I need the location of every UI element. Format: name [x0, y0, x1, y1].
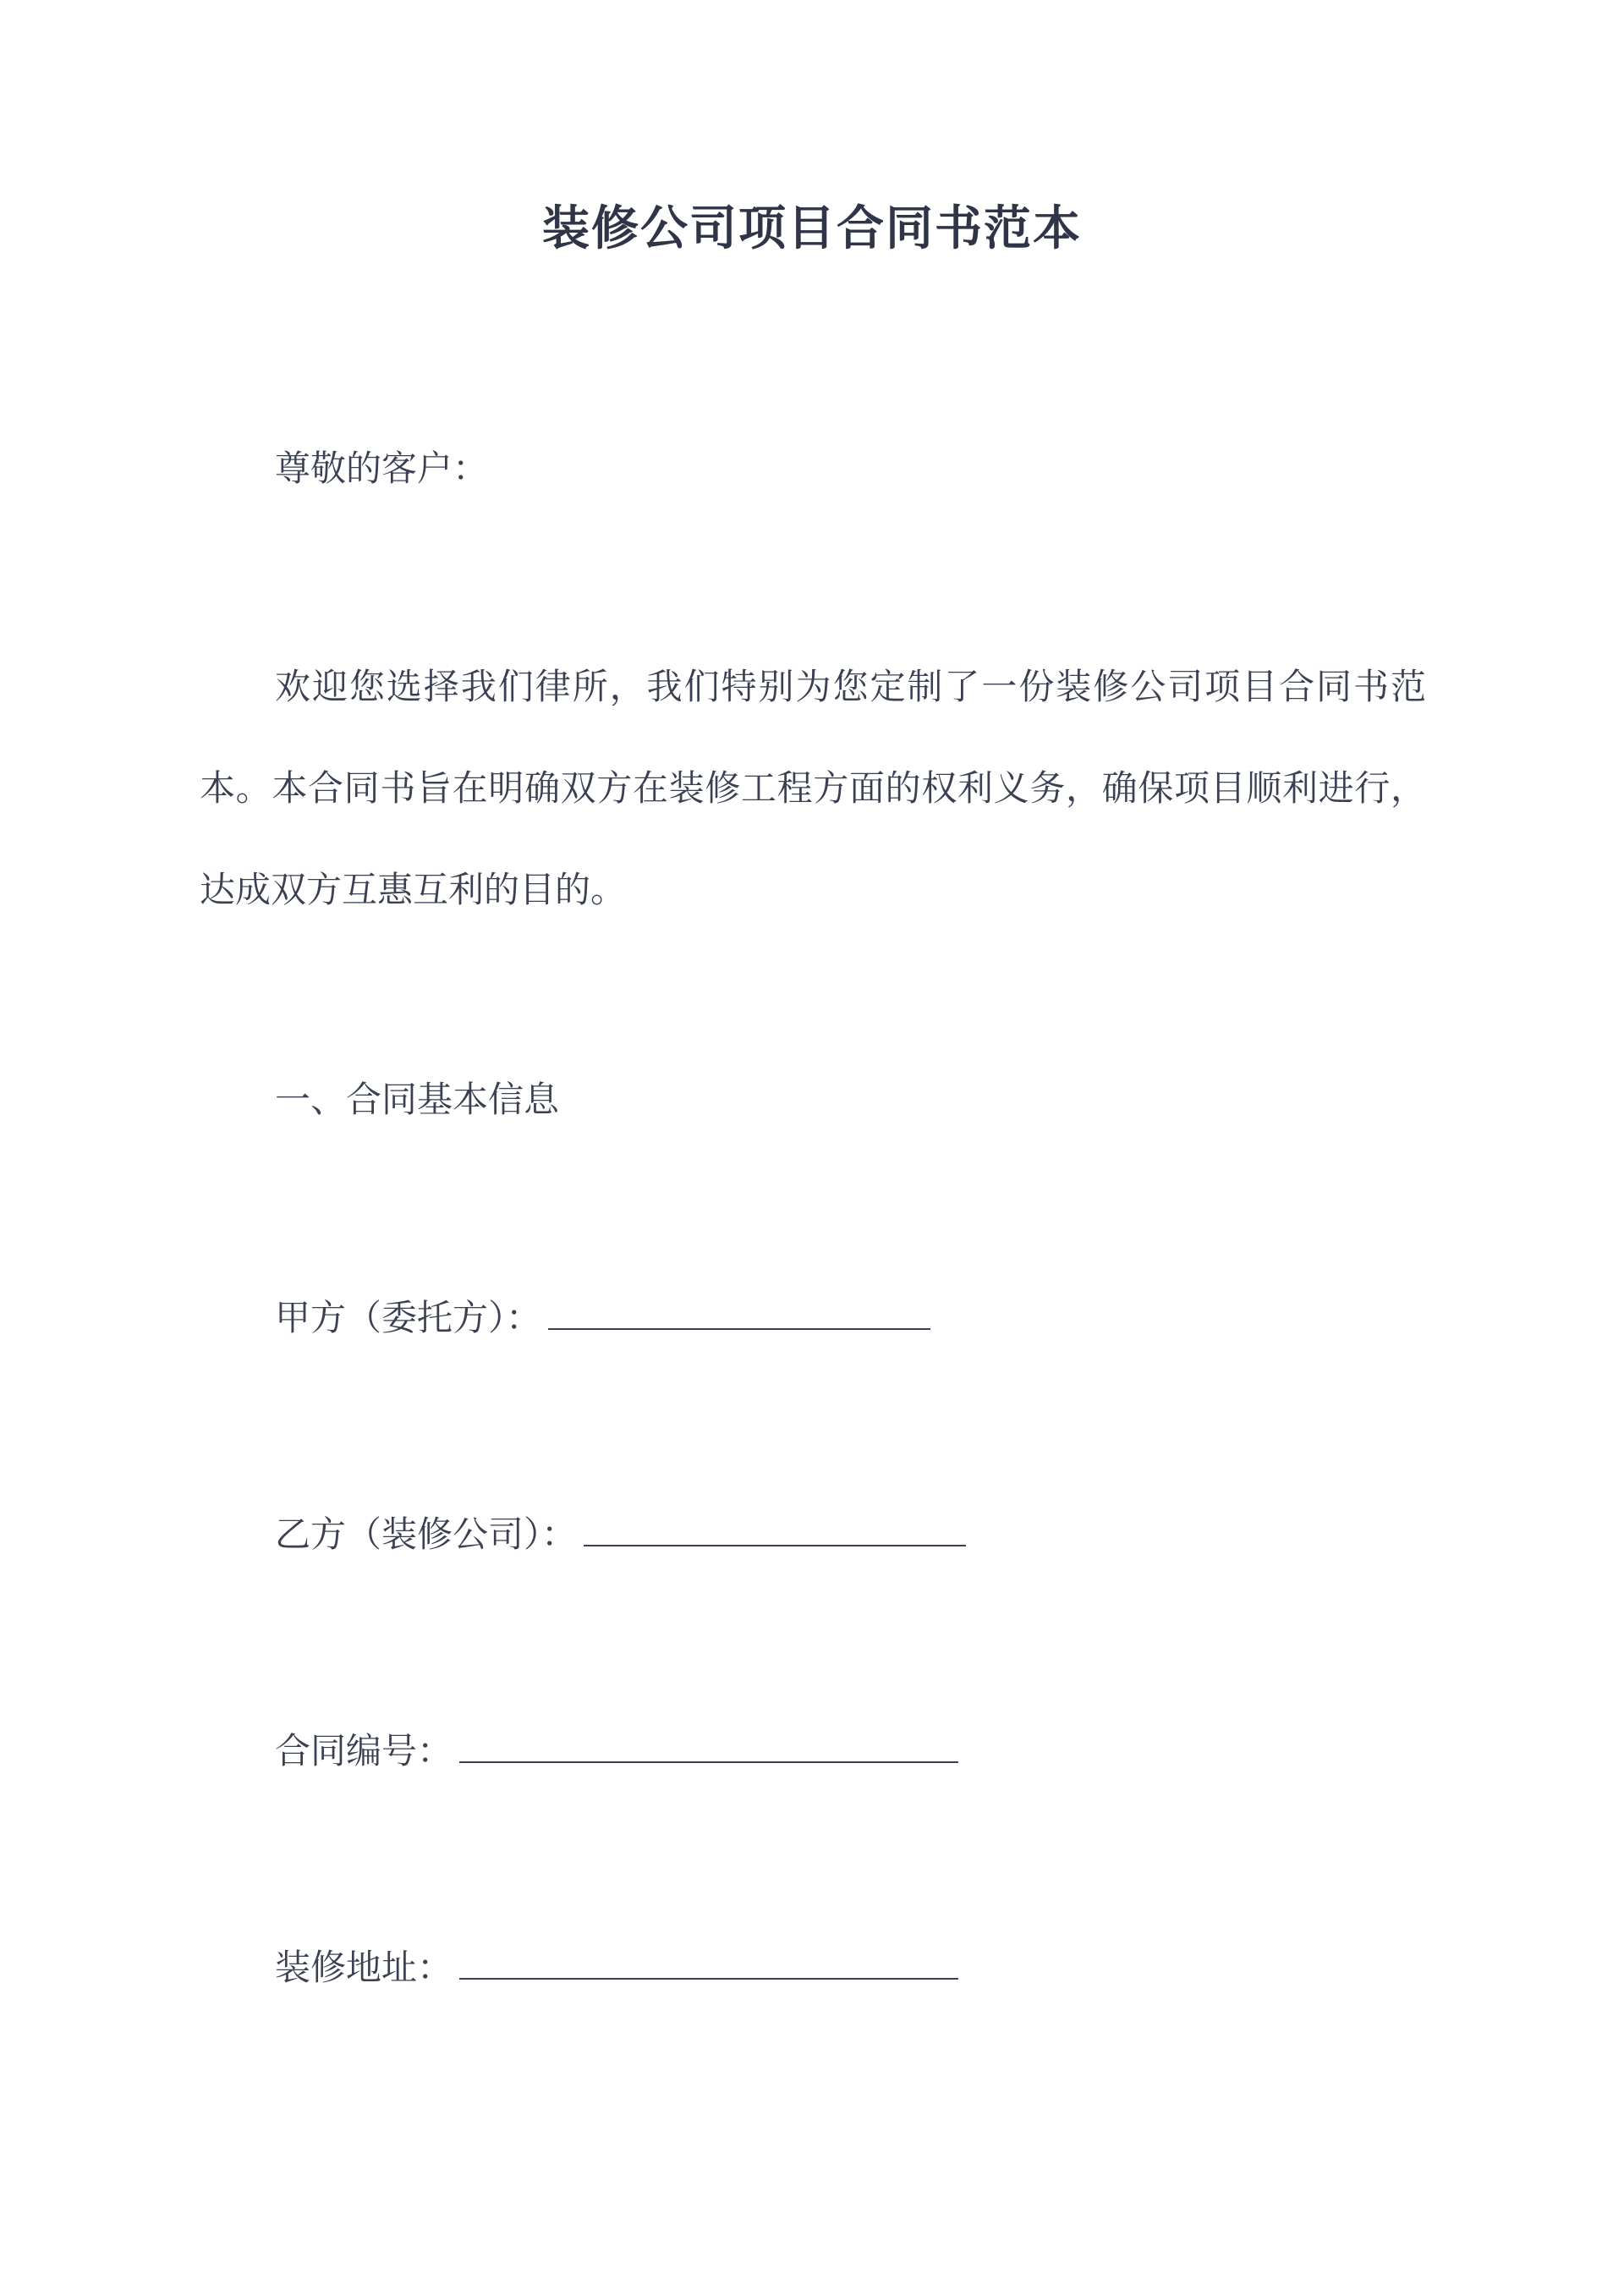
field-party-b-blank[interactable] — [584, 1511, 966, 1546]
field-party-a-blank[interactable] — [548, 1294, 930, 1330]
field-address-blank[interactable] — [459, 1944, 958, 1980]
field-contract-number-label: 合同编号： — [275, 1730, 453, 1771]
section-heading-basic-info: 一、合同基本信息 — [275, 1079, 560, 1120]
field-contract-number — [275, 1726, 958, 1777]
intro-paragraph: 欢迎您选择我们律所，我们特别为您定制了一份装修公司项目合同书范本。本合同书旨在明确双方在装修工程方面的权利义务，确保项目顺利进行，达成双方互惠互利的目的。 — [200, 666, 1426, 910]
field-address — [275, 1942, 958, 1993]
field-contract-number-blank[interactable] — [459, 1727, 958, 1763]
field-address-label: 装修地址： — [275, 1947, 453, 1988]
field-party-a-label: 甲方（委托方）： — [275, 1297, 542, 1338]
field-party-a — [275, 1293, 930, 1343]
salutation: 尊敬的客户： — [275, 448, 489, 489]
document-title: 装修公司项目合同书范本 — [542, 200, 1082, 256]
field-party-b-label: 乙方（装修公司）： — [275, 1513, 578, 1555]
field-party-b — [275, 1509, 966, 1560]
